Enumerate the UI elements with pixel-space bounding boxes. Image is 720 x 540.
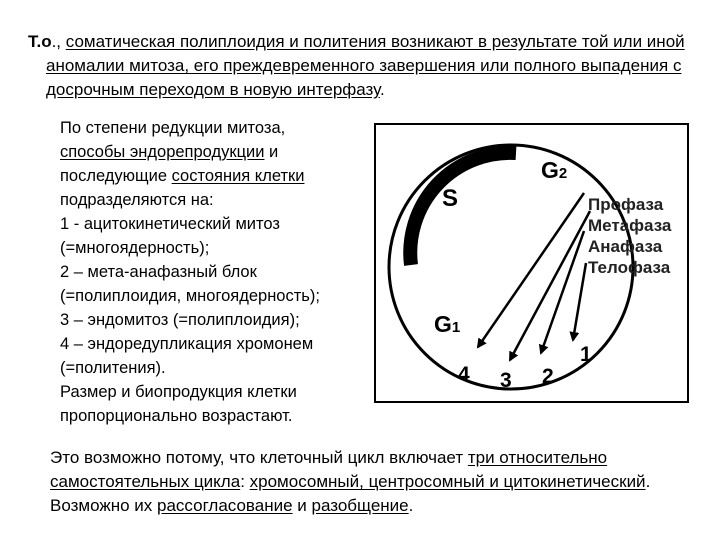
g2-label	[541, 157, 567, 184]
g1-letter: G	[434, 311, 452, 337]
list-line: (=политения).	[60, 359, 166, 377]
arrow-label-3: 3	[500, 369, 512, 392]
anaphase-label: Анафаза	[588, 237, 663, 256]
metaphase-label: Метафаза	[588, 216, 672, 235]
arrow-label-4: 4	[458, 363, 470, 386]
conclusion-text: и	[292, 496, 312, 515]
conclusion-paragraph	[50, 446, 680, 518]
list-line: Размер и биопродукция клетки	[60, 383, 297, 401]
list-line: 2 – мета-анафазный блок	[60, 263, 257, 281]
g2-letter: G	[541, 157, 559, 183]
s-phase-label: S	[442, 185, 459, 212]
prophase-label: Профаза	[588, 195, 664, 214]
cell-cycle-diagram	[374, 123, 689, 403]
conclusion-text: Это возможно потому, что клеточный цикл включает	[50, 448, 468, 467]
list-text: и	[264, 143, 279, 161]
list-line	[60, 140, 360, 164]
intro-sep: .,	[51, 32, 66, 51]
g1-label	[434, 311, 460, 338]
list-line	[60, 164, 360, 188]
conclusion-text: .	[408, 496, 414, 515]
dissociation-text: разобщение	[311, 496, 409, 515]
arrow-4	[478, 193, 584, 347]
list-line: пропорционально возрастают.	[60, 407, 293, 425]
list-line: (=многоядерность);	[60, 239, 210, 257]
arrow-1	[573, 263, 586, 340]
arrow-label-1: 1	[580, 343, 592, 366]
list-line: (=полиплоидия, многоядерность);	[60, 287, 320, 305]
g2-subscript: 2	[558, 165, 568, 182]
list-text: последующие	[60, 167, 172, 185]
list-line: 3 – эндомитоз (=полиплоидия);	[60, 311, 300, 329]
three-cycles-text: три относительно самостоятельных цикла	[50, 448, 608, 491]
list-line: По степени редукции митоза,	[60, 119, 286, 137]
cycle-types-text: хромосомный, центросомный и цитокинетический	[249, 472, 646, 491]
g1-subscript: 1	[451, 319, 461, 336]
arrow-label-2: 2	[542, 365, 554, 388]
intro-lead: Т.о	[28, 32, 52, 51]
s-phase-arc	[410, 153, 516, 265]
intro-end: .	[379, 80, 385, 99]
mismatch-text: рассогласование	[157, 496, 293, 515]
conclusion-text: :	[240, 472, 250, 491]
endoreproduction-methods: способы эндорепродукции	[60, 143, 265, 161]
list-line: 1 - ацитокинетический митоз	[60, 215, 280, 233]
intro-paragraph	[28, 30, 696, 102]
conclusion-text: . Возможно их	[50, 472, 651, 515]
arrow-3	[510, 211, 590, 360]
cell-states: состояния клетки	[171, 167, 305, 185]
list-line: подразделяются на:	[60, 191, 214, 209]
endoreproduction-list	[60, 116, 360, 428]
telophase-label: Телофаза	[588, 258, 671, 277]
list-line: 4 – эндоредупликация хромонем	[60, 335, 314, 353]
intro-underlined-text: соматическая полиплоидия и политения возникают в результате той или иной аномалии митоза, его преждевременного завершения или полного выпадения с досрочным переходом в новую интерфазу	[46, 32, 685, 99]
